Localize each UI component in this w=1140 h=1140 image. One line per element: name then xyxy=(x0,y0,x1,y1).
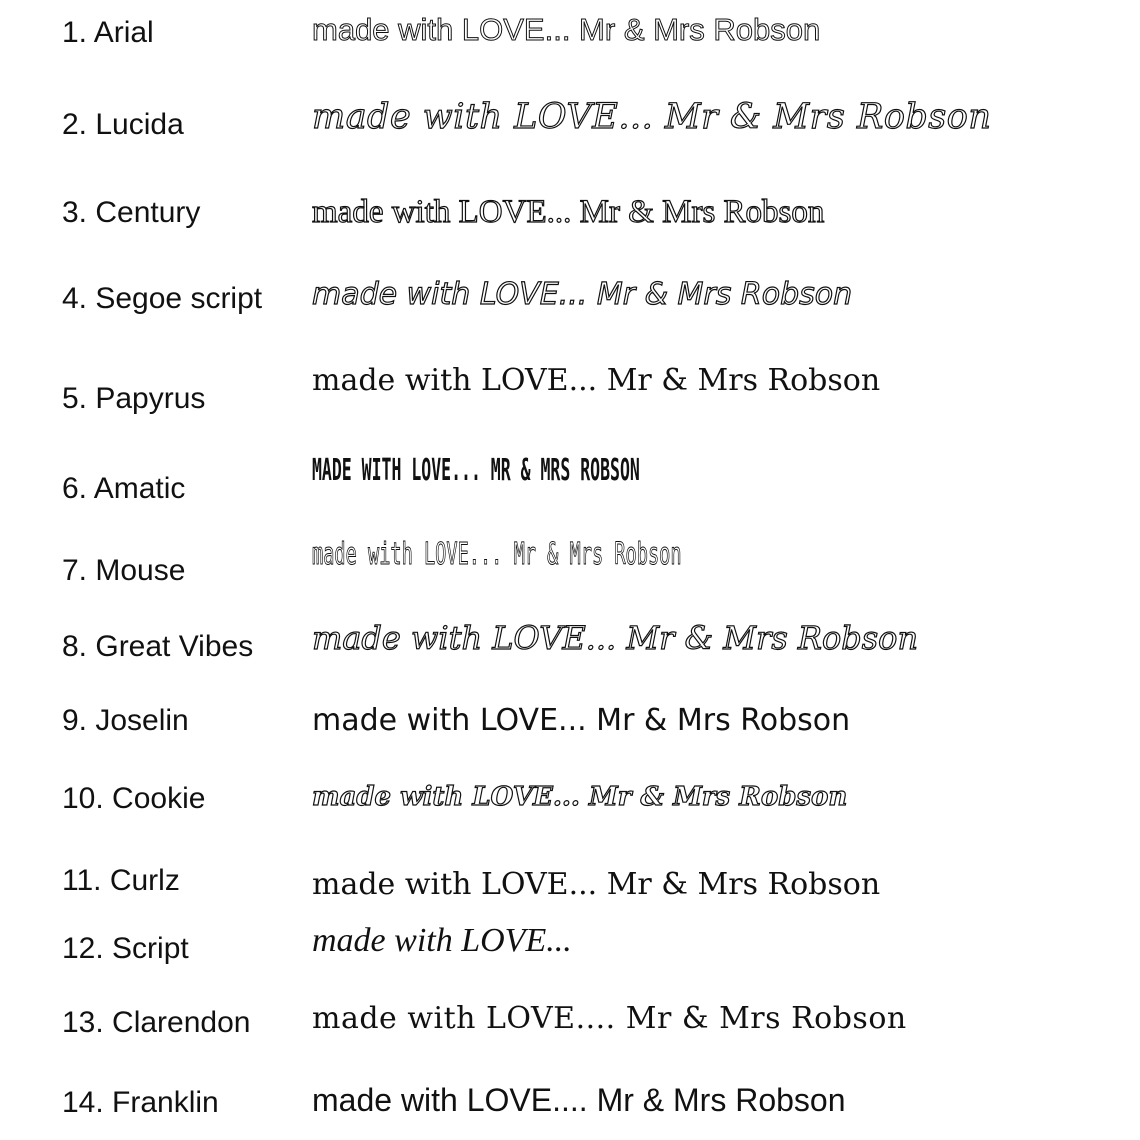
font-label-lucida: 2. Lucida xyxy=(62,108,184,141)
font-sample-century: made with LOVE... Mr & Mrs Robson xyxy=(312,194,825,230)
font-label-joselin: 9. Joselin xyxy=(62,704,189,737)
font-label-papyrus: 5. Papyrus xyxy=(62,382,206,415)
font-label-curlz: 11. Curlz xyxy=(62,864,180,897)
font-sample-great-vibes: made with LOVE... Mr & Mrs Robson xyxy=(312,619,919,657)
font-sample-cookie: made with LOVE... Mr & Mrs Robson xyxy=(312,782,848,812)
font-label-franklin: 14. Franklin xyxy=(62,1086,219,1119)
font-label-great-vibes: 8. Great Vibes xyxy=(62,630,254,663)
font-label-script: 12. Script xyxy=(62,932,189,965)
font-label-amatic: 6. Amatic xyxy=(62,472,186,505)
font-label-mouse: 7. Mouse xyxy=(62,554,186,587)
font-sample-arial: made with LOVE... Mr & Mrs Robson xyxy=(312,12,821,47)
font-label-cookie: 10. Cookie xyxy=(62,782,206,815)
font-sample-papyrus: made with LOVE... Mr & Mrs Robson xyxy=(312,363,881,398)
font-sample-joselin: made with LOVE... Mr & Mrs Robson xyxy=(312,703,851,738)
font-sample-franklin: made with LOVE.... Mr & Mrs Robson xyxy=(312,1082,846,1118)
font-sample-segoe-script: made with LOVE... Mr & Mrs Robson xyxy=(312,277,853,312)
font-sample-clarendon: made with LOVE.... Mr & Mrs Robson xyxy=(312,1001,907,1036)
font-label-arial: 1. Arial xyxy=(62,16,154,49)
font-label-century: 3. Century xyxy=(62,196,201,229)
font-sample-amatic: MADE WITH LOVE... MR & MRS ROBSON xyxy=(312,453,640,488)
font-sample-curlz: made with LOVE... Mr & Mrs Robson xyxy=(312,867,881,902)
font-sample-lucida: made with LOVE... Mr & Mrs Robson xyxy=(312,97,992,137)
font-sample-script: made with LOVE... xyxy=(312,922,572,959)
font-sample-mouse: made with LOVE... Mr & Mrs Robson xyxy=(312,537,682,572)
font-label-clarendon: 13. Clarendon xyxy=(62,1006,251,1039)
font-label-segoe-script: 4. Segoe script xyxy=(62,282,263,315)
